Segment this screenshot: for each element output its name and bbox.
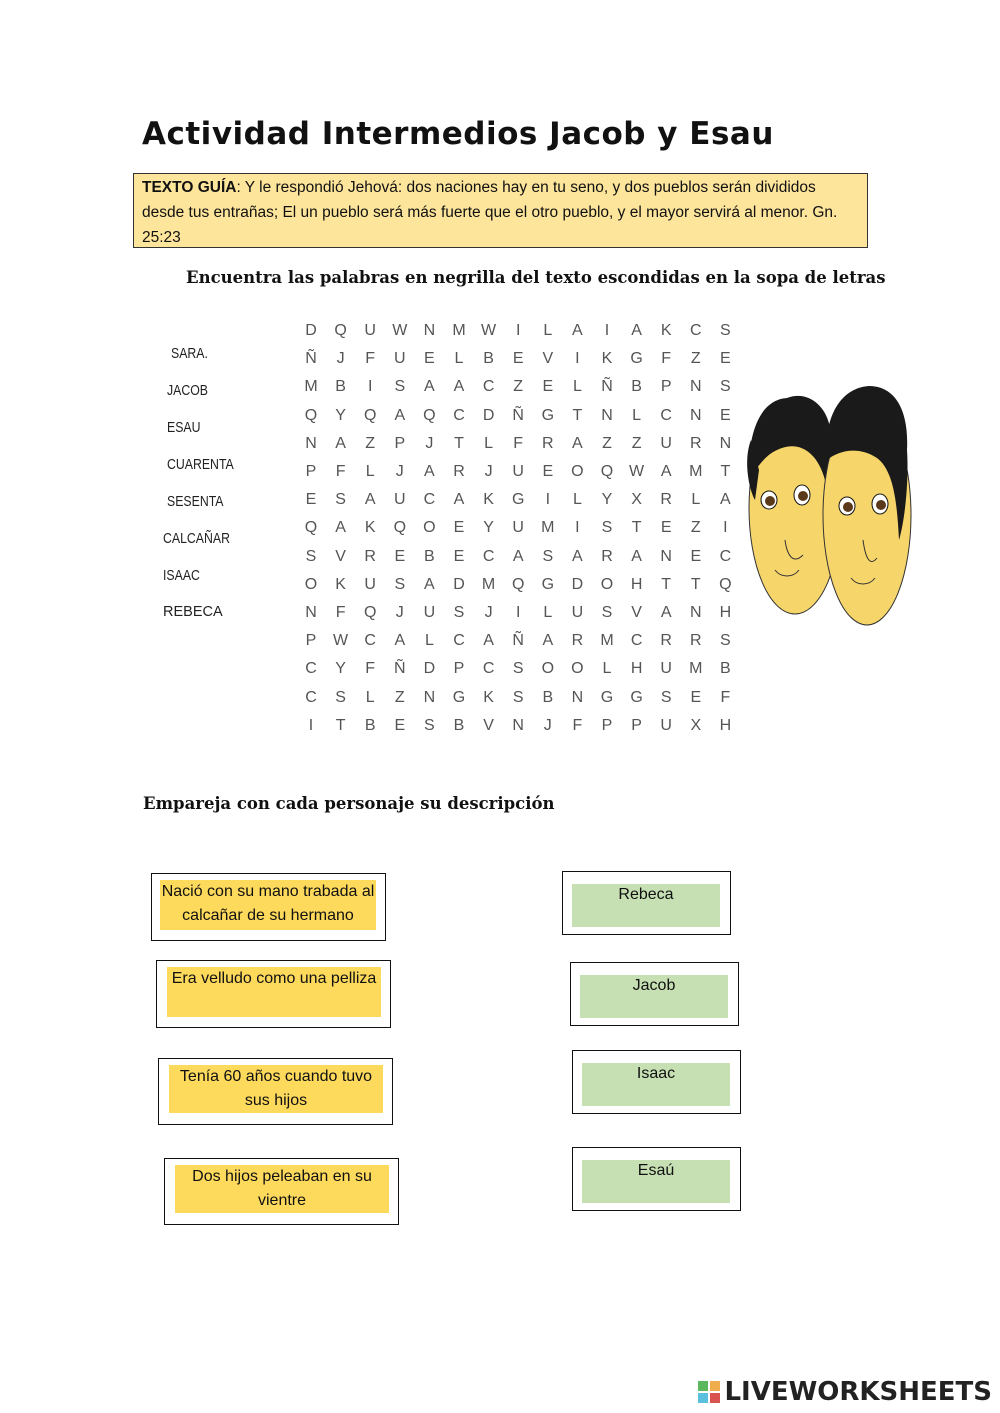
- grid-letter[interactable]: E: [720, 406, 731, 424]
- grid-letter[interactable]: E: [690, 688, 702, 706]
- grid-letter[interactable]: Z: [690, 519, 701, 537]
- grid-letter[interactable]: S: [394, 575, 406, 593]
- grid-letter[interactable]: B: [364, 716, 376, 734]
- grid-letter[interactable]: L: [454, 350, 464, 368]
- wordsearch-instruction: Encuentra las palabras en negrilla del texto escondidas en la sopa de letras: [186, 268, 886, 287]
- grid-letter[interactable]: N: [690, 406, 702, 424]
- grid-letter[interactable]: Z: [602, 434, 612, 452]
- grid-letter[interactable]: S: [601, 519, 613, 537]
- faces-illustration: [747, 380, 912, 630]
- grid-letter[interactable]: M: [689, 463, 703, 480]
- grid-letter[interactable]: V: [483, 716, 494, 734]
- grid-letter[interactable]: A: [720, 491, 731, 509]
- grid-letter[interactable]: L: [543, 604, 553, 621]
- grid-letter[interactable]: L: [484, 434, 494, 452]
- grid-letter[interactable]: Y: [483, 519, 494, 537]
- grid-letter[interactable]: F: [513, 434, 524, 452]
- description-card[interactable]: [156, 960, 391, 1028]
- grid-letter[interactable]: G: [452, 688, 466, 706]
- logo-icon: [697, 1380, 721, 1404]
- grid-letter[interactable]: E: [542, 378, 554, 396]
- name-text: Esaú: [582, 1160, 730, 1203]
- grid-letter[interactable]: G: [541, 406, 555, 424]
- grid-letter[interactable]: M: [541, 519, 555, 537]
- description-card[interactable]: [164, 1158, 399, 1225]
- grid-letter[interactable]: E: [453, 547, 465, 565]
- guide-text: : Y le respondió Jehová: dos naciones hay en tu seno, y dos pueblos serán divididos desde tus entrañas; El un pueblo será más fuerte que el otro pueblo, y el mayor servirá al menor. Gn. 25:23: [142, 179, 838, 246]
- grid-letter[interactable]: I: [575, 350, 580, 368]
- grid-letter[interactable]: G: [600, 688, 614, 706]
- grid-letter[interactable]: F: [720, 688, 731, 706]
- grid-letter[interactable]: N: [305, 604, 317, 621]
- grid-letter[interactable]: S: [394, 378, 406, 396]
- grid-letter[interactable]: S: [542, 547, 554, 565]
- word-item: ISAAC: [163, 567, 200, 584]
- grid-letter[interactable]: I: [515, 322, 521, 339]
- grid-letter[interactable]: T: [720, 463, 731, 480]
- grid-letter[interactable]: K: [483, 491, 494, 509]
- grid-letter[interactable]: F: [335, 604, 346, 621]
- name-text: Jacob: [580, 975, 728, 1018]
- grid-letter[interactable]: C: [453, 406, 465, 424]
- grid-letter[interactable]: A: [660, 604, 672, 621]
- grid-letter[interactable]: Z: [690, 350, 701, 368]
- word-item: CALCAÑAR: [163, 530, 230, 547]
- grid-letter[interactable]: F: [661, 350, 672, 368]
- grid-letter[interactable]: G: [511, 491, 525, 509]
- grid-letter[interactable]: T: [454, 434, 464, 452]
- grid-letter[interactable]: W: [481, 322, 497, 339]
- grid-letter[interactable]: I: [604, 322, 610, 339]
- grid-letter[interactable]: Q: [334, 322, 347, 339]
- grid-letter[interactable]: X: [690, 716, 702, 734]
- grid-letter[interactable]: A: [542, 632, 554, 650]
- grid-letter[interactable]: T: [690, 575, 701, 593]
- grid-letter[interactable]: N: [690, 378, 702, 396]
- grid-letter[interactable]: N: [601, 406, 613, 424]
- grid-letter[interactable]: H: [719, 604, 732, 621]
- grid-letter[interactable]: A: [631, 322, 642, 339]
- grid-letter[interactable]: S: [512, 688, 524, 706]
- grid-letter[interactable]: B: [424, 547, 435, 565]
- grid-letter[interactable]: B: [542, 688, 554, 706]
- grid-letter[interactable]: N: [423, 688, 436, 706]
- grid-letter[interactable]: T: [335, 716, 346, 734]
- grid-letter[interactable]: T: [572, 406, 583, 424]
- grid-letter[interactable]: V: [631, 604, 642, 621]
- grid-letter[interactable]: C: [482, 547, 495, 565]
- grid-letter[interactable]: L: [632, 406, 642, 424]
- grid-letter[interactable]: D: [305, 322, 317, 339]
- grid-letter[interactable]: L: [424, 632, 434, 650]
- grid-letter[interactable]: T: [661, 575, 672, 593]
- grid-letter[interactable]: J: [543, 716, 552, 734]
- grid-letter[interactable]: A: [453, 378, 465, 396]
- grid-letter[interactable]: Ñ: [601, 378, 613, 396]
- grid-letter[interactable]: B: [720, 660, 731, 678]
- grid-letter[interactable]: Q: [304, 519, 318, 537]
- grid-letter[interactable]: D: [571, 575, 584, 593]
- grid-letter[interactable]: Q: [600, 463, 614, 480]
- grid-letter[interactable]: J: [336, 350, 345, 368]
- grid-letter[interactable]: M: [452, 322, 466, 339]
- grid-letter[interactable]: S: [660, 688, 672, 706]
- grid-letter[interactable]: N: [512, 716, 524, 734]
- grid-letter[interactable]: P: [453, 660, 465, 678]
- grid-letter[interactable]: M: [304, 378, 318, 396]
- grid-letter[interactable]: O: [423, 519, 436, 537]
- grid-letter[interactable]: Y: [335, 406, 346, 424]
- grid-letter[interactable]: Y: [335, 660, 346, 678]
- grid-letter[interactable]: I: [367, 378, 373, 396]
- grid-letter[interactable]: L: [602, 660, 612, 678]
- grid-letter[interactable]: R: [690, 434, 702, 452]
- grid-letter[interactable]: B: [483, 350, 494, 368]
- grid-letter[interactable]: Q: [393, 519, 407, 537]
- grid-letter[interactable]: D: [453, 575, 465, 593]
- grid-letter[interactable]: O: [600, 575, 614, 593]
- word-item: ESAU: [167, 419, 201, 436]
- description-text: Era velludo como una pelliza: [167, 967, 381, 1017]
- grid-letter[interactable]: U: [571, 604, 584, 621]
- grid-letter[interactable]: F: [365, 660, 376, 678]
- liveworksheets-logo: [697, 1377, 992, 1407]
- grid-letter[interactable]: F: [572, 716, 583, 734]
- grid-letter[interactable]: X: [631, 491, 642, 509]
- grid-letter[interactable]: C: [719, 547, 732, 565]
- grid-letter[interactable]: D: [423, 660, 436, 678]
- page-title: Actividad Intermedios Jacob y Esau: [142, 116, 774, 152]
- grid-letter[interactable]: T: [631, 519, 642, 537]
- grid-letter[interactable]: W: [629, 463, 645, 480]
- description-card[interactable]: [158, 1058, 393, 1125]
- grid-letter[interactable]: G: [630, 688, 643, 706]
- grid-letter[interactable]: A: [424, 463, 435, 480]
- grid-letter[interactable]: A: [394, 406, 406, 424]
- grid-letter[interactable]: B: [631, 378, 642, 396]
- grid-letter[interactable]: P: [394, 434, 406, 452]
- grid-letter[interactable]: B: [453, 716, 465, 734]
- grid-letter[interactable]: K: [483, 688, 494, 706]
- grid-letter[interactable]: Z: [365, 434, 376, 452]
- grid-letter[interactable]: P: [631, 716, 642, 734]
- grid-letter[interactable]: O: [541, 660, 555, 678]
- grid-letter[interactable]: U: [660, 660, 672, 678]
- grid-letter[interactable]: M: [600, 632, 614, 650]
- grid-letter[interactable]: I: [308, 716, 314, 734]
- matching-instruction: Empareja con cada personaje su descripción: [143, 794, 555, 813]
- grid-letter[interactable]: R: [542, 434, 554, 452]
- grid-letter[interactable]: Z: [394, 688, 405, 706]
- grid-letter[interactable]: P: [601, 716, 613, 734]
- grid-letter[interactable]: L: [572, 378, 582, 396]
- grid-letter[interactable]: S: [601, 604, 613, 621]
- grid-letter[interactable]: S: [512, 660, 524, 678]
- grid-letter[interactable]: C: [482, 660, 495, 678]
- grid-letter[interactable]: K: [660, 322, 672, 339]
- grid-letter[interactable]: C: [660, 406, 672, 424]
- name-text: Isaac: [582, 1063, 730, 1106]
- grid-letter[interactable]: C: [305, 660, 317, 678]
- name-text: Rebeca: [572, 884, 720, 927]
- grid-letter[interactable]: O: [304, 575, 318, 593]
- grid-letter[interactable]: M: [481, 575, 496, 593]
- grid-letter[interactable]: C: [630, 632, 643, 650]
- grid-letter[interactable]: U: [364, 575, 376, 593]
- grid-letter[interactable]: I: [575, 519, 580, 537]
- grid-letter[interactable]: S: [720, 322, 731, 339]
- grid-letter[interactable]: J: [395, 604, 404, 621]
- grid-letter[interactable]: G: [541, 575, 555, 593]
- grid-letter[interactable]: E: [720, 350, 731, 368]
- grid-letter[interactable]: A: [364, 491, 376, 509]
- grid-letter[interactable]: C: [690, 322, 702, 339]
- grid-letter[interactable]: Y: [601, 491, 613, 509]
- grid-letter[interactable]: R: [601, 547, 613, 565]
- grid-letter[interactable]: C: [364, 632, 376, 650]
- grid-letter[interactable]: P: [305, 632, 317, 650]
- grid-letter[interactable]: N: [571, 688, 584, 706]
- grid-letter[interactable]: B: [335, 378, 346, 396]
- grid-letter[interactable]: Q: [304, 406, 318, 424]
- grid-letter[interactable]: Ñ: [512, 632, 524, 650]
- grid-letter[interactable]: Z: [513, 378, 524, 396]
- word-item: REBECA: [163, 604, 223, 620]
- grid-letter[interactable]: H: [630, 660, 643, 678]
- guide-text-box: [133, 173, 868, 248]
- grid-letter[interactable]: R: [364, 547, 376, 565]
- grid-letter[interactable]: Q: [423, 406, 436, 424]
- word-search-grid: [296, 322, 736, 747]
- name-card[interactable]: [572, 1050, 741, 1114]
- grid-letter[interactable]: S: [335, 688, 346, 706]
- grid-letter[interactable]: C: [423, 491, 436, 509]
- grid-letter[interactable]: N: [423, 322, 436, 339]
- grid-letter[interactable]: F: [335, 463, 346, 480]
- grid-letter[interactable]: E: [660, 519, 672, 537]
- grid-letter[interactable]: K: [364, 519, 376, 537]
- grid-letter[interactable]: J: [425, 434, 434, 452]
- grid-letter[interactable]: A: [660, 463, 672, 480]
- grid-letter[interactable]: U: [423, 604, 436, 621]
- grid-letter[interactable]: Ñ: [394, 660, 406, 678]
- grid-letter[interactable]: U: [394, 350, 406, 368]
- grid-letter[interactable]: S: [720, 378, 731, 396]
- grid-letter[interactable]: V: [335, 547, 346, 565]
- grid-letter[interactable]: N: [690, 604, 702, 621]
- word-item: CUARENTA: [167, 456, 234, 473]
- grid-letter[interactable]: K: [335, 575, 346, 593]
- grid-letter[interactable]: E: [453, 519, 465, 537]
- grid-letter[interactable]: U: [660, 434, 672, 452]
- grid-letter[interactable]: R: [660, 632, 672, 650]
- grid-letter[interactable]: N: [660, 547, 672, 565]
- grid-letter[interactable]: A: [572, 322, 583, 339]
- description-card[interactable]: [151, 873, 386, 941]
- grid-letter[interactable]: O: [571, 463, 584, 480]
- grid-letter[interactable]: N: [719, 434, 732, 452]
- grid-letter[interactable]: A: [572, 434, 583, 452]
- word-item: SARA.: [171, 345, 208, 362]
- grid-letter[interactable]: A: [335, 519, 346, 537]
- name-card[interactable]: [570, 962, 739, 1026]
- grid-letter[interactable]: W: [392, 322, 408, 339]
- grid-letter[interactable]: I: [545, 491, 551, 509]
- grid-letter[interactable]: E: [394, 547, 406, 565]
- grid-letter[interactable]: A: [424, 378, 435, 396]
- grid-letter[interactable]: L: [543, 322, 553, 339]
- grid-letter[interactable]: L: [365, 463, 375, 480]
- grid-letter[interactable]: U: [512, 519, 524, 537]
- grid-letter[interactable]: E: [542, 463, 554, 480]
- grid-letter[interactable]: P: [305, 463, 317, 480]
- grid-letter[interactable]: A: [394, 632, 406, 650]
- grid-letter[interactable]: N: [305, 434, 317, 452]
- grid-letter[interactable]: C: [453, 632, 465, 650]
- grid-letter[interactable]: U: [394, 491, 406, 509]
- grid-letter[interactable]: D: [482, 406, 495, 424]
- name-card[interactable]: [572, 1147, 741, 1211]
- grid-letter[interactable]: A: [424, 575, 435, 593]
- grid-letter[interactable]: U: [364, 322, 376, 339]
- word-item: SESENTA: [167, 493, 224, 510]
- grid-letter[interactable]: Q: [511, 575, 525, 593]
- grid-letter[interactable]: E: [424, 350, 435, 368]
- grid-letter[interactable]: Ñ: [305, 350, 317, 368]
- grid-letter[interactable]: A: [572, 547, 583, 565]
- grid-letter[interactable]: R: [453, 463, 465, 480]
- grid-letter[interactable]: H: [719, 716, 732, 734]
- grid-letter[interactable]: U: [512, 463, 524, 480]
- grid-letter[interactable]: F: [365, 350, 376, 368]
- grid-letter[interactable]: C: [305, 688, 317, 706]
- grid-letter[interactable]: A: [453, 491, 465, 509]
- grid-letter[interactable]: V: [542, 350, 554, 368]
- grid-letter[interactable]: S: [453, 604, 465, 621]
- grid-letter[interactable]: G: [630, 350, 643, 368]
- grid-letter[interactable]: A: [335, 434, 346, 452]
- grid-letter[interactable]: Q: [363, 604, 377, 621]
- grid-letter[interactable]: M: [689, 660, 703, 678]
- grid-letter[interactable]: Q: [363, 406, 377, 424]
- grid-letter[interactable]: S: [424, 716, 435, 734]
- grid-letter[interactable]: P: [660, 378, 672, 396]
- name-card[interactable]: [562, 871, 731, 935]
- grid-letter[interactable]: J: [395, 463, 404, 480]
- description-text: Nació con su mano trabada al calcañar de su hermano: [160, 880, 376, 930]
- guide-label: TEXTO GUÍA: [142, 179, 237, 196]
- grid-letter[interactable]: E: [690, 547, 702, 565]
- grid-letter[interactable]: K: [601, 350, 613, 368]
- grid-letter[interactable]: C: [482, 378, 495, 396]
- grid-letter[interactable]: J: [484, 463, 493, 480]
- grid-letter[interactable]: L: [365, 688, 375, 706]
- grid-letter[interactable]: S: [335, 491, 346, 509]
- grid-letter[interactable]: R: [571, 632, 584, 650]
- grid-letter[interactable]: L: [572, 491, 582, 509]
- grid-letter[interactable]: Z: [631, 434, 642, 452]
- grid-letter[interactable]: L: [691, 491, 701, 509]
- grid-letter[interactable]: S: [720, 632, 731, 650]
- grid-letter[interactable]: I: [515, 604, 521, 621]
- grid-letter[interactable]: S: [305, 547, 317, 565]
- description-text: Tenía 60 años cuando tuvo sus hijos: [169, 1065, 383, 1113]
- grid-letter[interactable]: I: [723, 519, 728, 537]
- grid-letter[interactable]: R: [660, 491, 672, 509]
- grid-letter[interactable]: W: [333, 632, 349, 650]
- grid-letter[interactable]: E: [512, 350, 524, 368]
- word-item: JACOB: [167, 382, 209, 399]
- description-text: Dos hijos peleaban en su vientre: [175, 1165, 389, 1213]
- grid-letter[interactable]: H: [630, 575, 643, 593]
- grid-letter[interactable]: U: [660, 716, 672, 734]
- grid-letter[interactable]: Q: [719, 575, 732, 593]
- grid-letter[interactable]: O: [571, 660, 584, 678]
- grid-letter[interactable]: A: [512, 547, 524, 565]
- grid-letter[interactable]: E: [394, 716, 406, 734]
- grid-letter[interactable]: R: [690, 632, 702, 650]
- grid-letter[interactable]: A: [483, 632, 494, 650]
- grid-letter[interactable]: Ñ: [512, 406, 524, 424]
- logo-text: LIVEWORKSHEETS: [724, 1377, 992, 1407]
- grid-letter[interactable]: A: [631, 547, 642, 565]
- grid-letter[interactable]: E: [305, 491, 317, 509]
- grid-letter[interactable]: J: [484, 604, 493, 621]
